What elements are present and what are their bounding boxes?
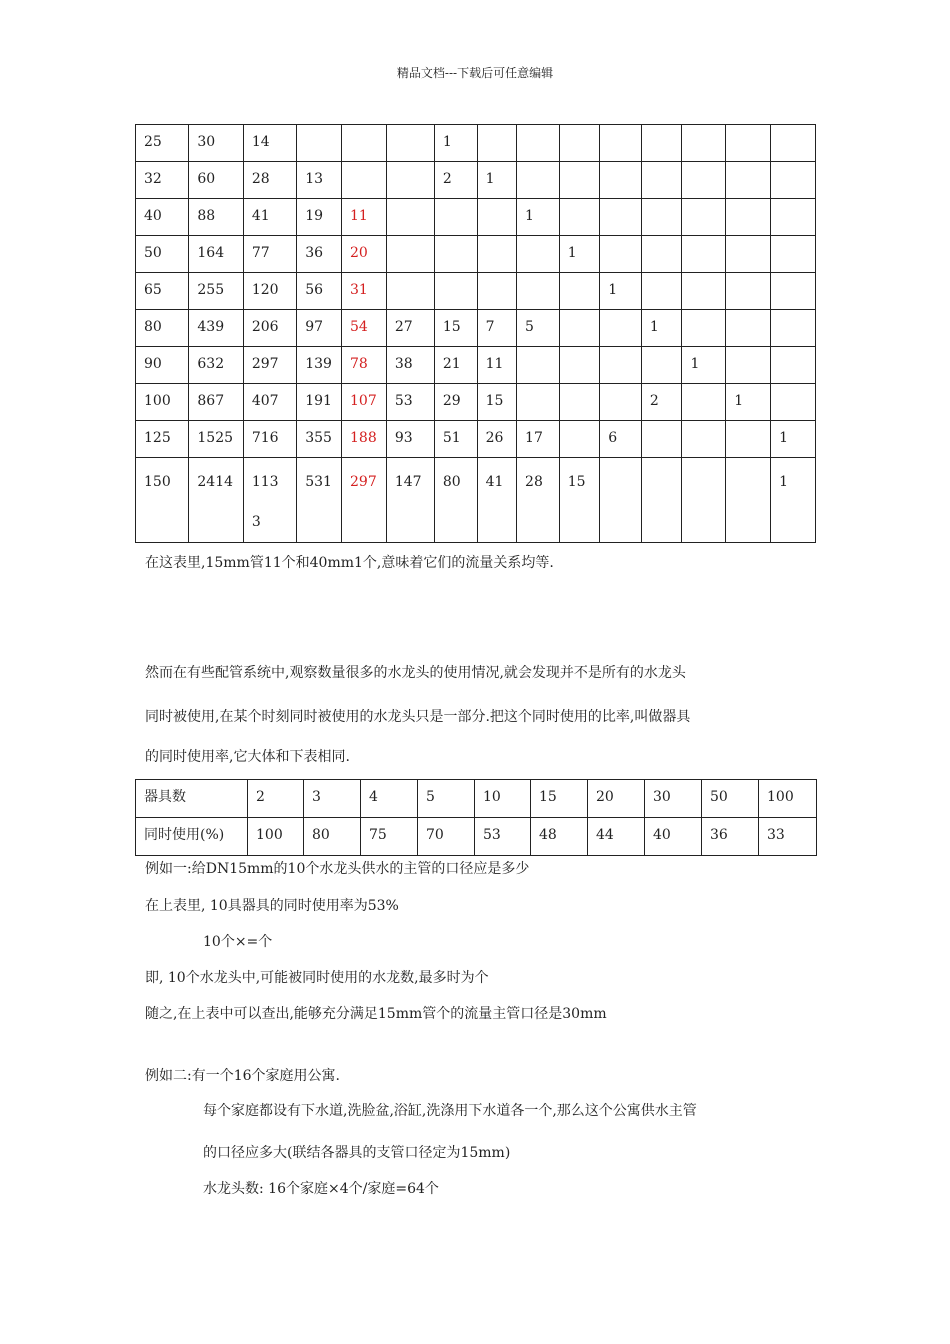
table-cell: 5 [517,310,560,347]
table-cell: 40 [136,199,189,236]
table-cell [386,273,434,310]
table-cell: 28 [243,162,296,199]
table-cell: 15 [559,458,600,543]
table-cell: 29 [434,384,477,421]
table-cell: 38 [386,347,434,384]
paragraph-line-2: 同时被使用,在某个时刻同时被使用的水龙头只是一部分.把这个同时使用的比率,叫做器具 [145,709,691,725]
table-cell [726,421,771,458]
table-cell: 1525 [189,421,243,458]
table-cell [600,384,642,421]
table-cell [771,236,816,273]
table-cell: 56 [297,273,342,310]
table-cell: 100 [759,780,817,818]
table-cell: 147 [386,458,434,543]
table-cell: 2 [248,780,304,818]
table-cell [600,236,642,273]
table-cell: 33 [759,818,817,856]
table-cell [682,236,726,273]
table-cell [600,162,642,199]
table-cell: 113 3 [243,458,296,543]
table-cell: 206 [243,310,296,347]
table-cell [641,199,682,236]
table-cell: 355 [297,421,342,458]
table-row [136,818,817,856]
table-cell: 54 [342,310,387,347]
table-cell: 27 [386,310,434,347]
example1-line-2: 在上表里, 10具器具的同时使用率为53% [145,898,399,914]
table-cell: 20 [342,236,387,273]
table-cell: 2 [434,162,477,199]
table-cell: 15 [434,310,477,347]
table-row [136,458,816,543]
table-cell: 5 [418,780,475,818]
table-cell [682,384,726,421]
table-cell: 93 [386,421,434,458]
table-cell [517,236,560,273]
table-cell: 53 [475,818,531,856]
table-cell [559,199,600,236]
table-cell: 3 [304,780,361,818]
page-header: 精品文档---下载后可任意编辑 [396,66,554,80]
table-cell [386,162,434,199]
table-cell [771,347,816,384]
table-cell: 21 [434,347,477,384]
table-cell [726,125,771,162]
table-cell: 60 [189,162,243,199]
table-cell: 80 [434,458,477,543]
table-cell: 13 [297,162,342,199]
table-cell [434,236,477,273]
table-row [136,780,817,818]
table-cell: 77 [243,236,296,273]
table-cell: 同时使用(%) [136,818,248,856]
table-cell: 15 [531,780,588,818]
table-cell [726,310,771,347]
table-cell: 70 [418,818,475,856]
table-cell: 255 [189,273,243,310]
table-cell [477,236,516,273]
table-cell: 100 [136,384,189,421]
table-cell [682,162,726,199]
table-cell [600,310,642,347]
table-cell: 125 [136,421,189,458]
table-cell [517,347,560,384]
table-cell [600,347,642,384]
table-cell [641,236,682,273]
paragraph-line-3: 的同时使用率,它大体和下表相同. [145,749,350,765]
table-cell: 107 [342,384,387,421]
table-cell [342,125,387,162]
table-cell: 80 [304,818,361,856]
table-cell: 1 [517,199,560,236]
table-cell: 97 [297,310,342,347]
table-cell: 78 [342,347,387,384]
flow-equivalence-table [135,124,816,543]
table-cell: 41 [243,199,296,236]
table-cell: 2414 [189,458,243,543]
table-cell: 30 [645,780,702,818]
table-cell [517,125,560,162]
table-cell: 28 [517,458,560,543]
table-cell: 50 [136,236,189,273]
table-cell: 32 [136,162,189,199]
table-cell: 100 [248,818,304,856]
table-cell: 19 [297,199,342,236]
table-cell: 7 [477,310,516,347]
table-cell: 139 [297,347,342,384]
table-cell: 1 [682,347,726,384]
table-note: 在这表里,15mm管11个和40mm1个,意味着它们的流量关系均等. [145,555,554,571]
table-cell: 1 [434,125,477,162]
table-cell [726,347,771,384]
table-cell: 407 [243,384,296,421]
example1-line-5: 随之,在上表中可以查出,能够充分满足15mm管个的流量主管口径是30mm [145,1006,607,1022]
table-cell: 88 [189,199,243,236]
table-cell: 20 [588,780,645,818]
table-cell: 150 [136,458,189,543]
table-cell [682,310,726,347]
table-cell: 1 [477,162,516,199]
table-cell: 65 [136,273,189,310]
table-cell: 90 [136,347,189,384]
table-cell [641,458,682,543]
table-cell: 716 [243,421,296,458]
table-cell: 器具数 [136,780,248,818]
table-cell: 188 [342,421,387,458]
table-row [136,199,816,236]
table-cell [559,384,600,421]
table-cell [771,125,816,162]
table-cell: 632 [189,347,243,384]
table-cell [726,236,771,273]
table-cell: 50 [702,780,759,818]
table-cell [559,421,600,458]
table-cell [726,273,771,310]
table-cell [386,236,434,273]
table-cell [726,199,771,236]
table-cell [559,310,600,347]
table-cell: 191 [297,384,342,421]
table-cell [771,384,816,421]
table-row [136,384,816,421]
table-cell: 80 [136,310,189,347]
table-cell [600,458,642,543]
table-cell [600,125,642,162]
table-cell: 2 [641,384,682,421]
table-cell: 531 [297,458,342,543]
table-cell [517,384,560,421]
table-cell [342,162,387,199]
table-cell: 297 [243,347,296,384]
table-cell: 6 [600,421,642,458]
table-cell: 11 [342,199,387,236]
table-cell: 439 [189,310,243,347]
table-cell: 1 [559,236,600,273]
table-cell [641,125,682,162]
table-cell: 14 [243,125,296,162]
example2-line-2: 每个家庭都设有下水道,洗脸盆,浴缸,洗涤用下水道各一个,那么这个公寓供水主管 [203,1103,697,1119]
table-cell: 1 [771,458,816,543]
example2-line-4: 水龙头数: 16个家庭×4个/家庭=64个 [203,1181,439,1197]
table-cell [641,273,682,310]
table-cell: 53 [386,384,434,421]
table-row [136,310,816,347]
table-cell [559,162,600,199]
table-cell [641,162,682,199]
table-cell [559,347,600,384]
table-cell: 25 [136,125,189,162]
example2-line-1: 例如二:有一个16个家庭用公寓. [145,1068,340,1084]
table-cell: 30 [189,125,243,162]
table-cell [434,199,477,236]
table-cell [641,347,682,384]
simultaneous-use-table [135,779,817,856]
table-cell: 1 [641,310,682,347]
table-row [136,273,816,310]
table-cell [386,125,434,162]
table-cell [771,162,816,199]
table-cell [771,273,816,310]
table-cell: 48 [531,818,588,856]
table-cell [517,162,560,199]
table-cell: 40 [645,818,702,856]
table-cell: 36 [702,818,759,856]
table-cell: 164 [189,236,243,273]
table-cell: 41 [477,458,516,543]
table-cell [682,458,726,543]
table-cell: 4 [361,780,418,818]
table-cell [771,310,816,347]
example2-line-3: 的口径应多大(联结各器具的支管口径定为15mm) [203,1145,511,1161]
table-cell: 1 [600,273,642,310]
table-cell: 17 [517,421,560,458]
table-cell [682,125,726,162]
table-cell [477,125,516,162]
table-cell [682,421,726,458]
table-cell [559,125,600,162]
table-cell: 51 [434,421,477,458]
table-cell [641,421,682,458]
table-cell [517,273,560,310]
example1-line-1: 例如一:给DN15mm的10个水龙头供水的主管的口径应是多少 [145,861,530,877]
table-cell: 36 [297,236,342,273]
table-cell [726,458,771,543]
table-cell [600,199,642,236]
table-cell: 15 [477,384,516,421]
table-cell: 31 [342,273,387,310]
table-cell [682,273,726,310]
example1-line-4: 即, 10个水龙头中,可能被同时使用的水龙数,最多时为个 [145,970,489,986]
table-row [136,162,816,199]
table-cell: 1 [771,421,816,458]
table-cell: 1 [726,384,771,421]
table-cell [386,199,434,236]
table-cell [771,199,816,236]
table-cell [297,125,342,162]
table-cell [477,199,516,236]
table-cell: 867 [189,384,243,421]
table-cell: 120 [243,273,296,310]
table-row [136,421,816,458]
table-cell [559,273,600,310]
example1-line-3: 10个×=个 [203,934,273,950]
table-cell: 11 [477,347,516,384]
table-row [136,236,816,273]
table-row [136,125,816,162]
table-cell: 297 [342,458,387,543]
table-cell: 75 [361,818,418,856]
table-row [136,347,816,384]
table-cell: 10 [475,780,531,818]
paragraph-line-1: 然而在有些配管系统中,观察数量很多的水龙头的使用情况,就会发现并不是所有的水龙头 [145,665,686,681]
table-cell [726,162,771,199]
table-cell [682,199,726,236]
table-cell: 26 [477,421,516,458]
table-cell: 44 [588,818,645,856]
table-cell [434,273,477,310]
table-cell [477,273,516,310]
